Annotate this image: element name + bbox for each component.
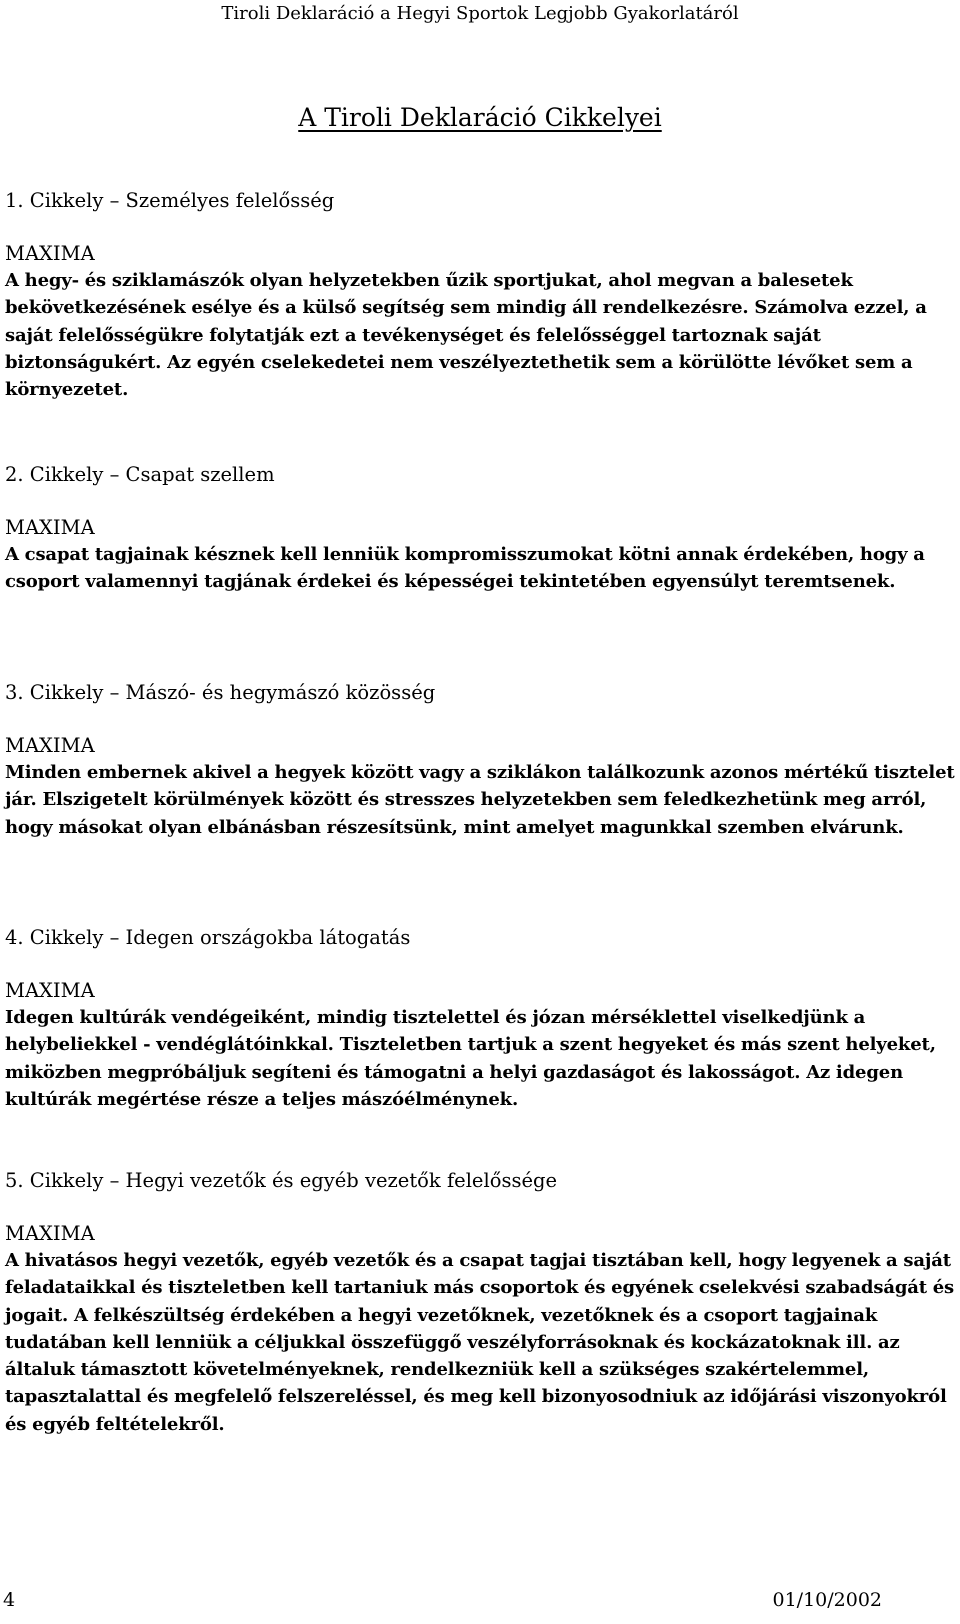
maxima-label: MAXIMA [5, 734, 95, 757]
article-body: Idegen kultúrák vendégeiként, mindig tisztelettel és józan mérséklettel viselkedjünk a helybeliekkel - vendéglátóinkkal. Tiszteletben tartjuk a szent hegyeket és más szent helyeket, miközben megpróbáljuk segíteni és támogatni a helyi gazdaságot és lakosságot. Az idegen kultúrák megértése része a teljes mászóélménynek. [5, 1007, 936, 1110]
article-2 [5, 462, 955, 596]
article-heading: 1. Cikkely – Személyes felelősség [5, 189, 335, 212]
maxima-label: MAXIMA [5, 979, 95, 1002]
running-header: Tiroli Deklaráció a Hegyi Sportok Legjobb Gyakorlatáról [221, 3, 739, 24]
article-heading: 3. Cikkely – Mászó- és hegymászó közösség [5, 681, 436, 704]
article-heading: 2. Cikkely – Csapat szellem [5, 463, 275, 486]
maxima-label: MAXIMA [5, 516, 95, 539]
footer-date: 01/10/2002 [772, 1589, 882, 1611]
article-body: Minden embernek akivel a hegyek között vagy a sziklákon találkozunk azonos mértékű tisztelet jár. Elszigetelt körülmények között és stresszes helyzetekben sem feledkezhetünk meg arról, hogy másokat olyan elbánásban részesítsünk, mint amelyet magunkkal szemben elvárunk. [5, 762, 955, 838]
article-body: A hivatásos hegyi vezetők, egyéb vezetők és a csapat tagjai tisztában kell, hogy legyenek a saját feladataikkal és tiszteletben kell tartaniuk más csoportok és egyének cselekvési szabadságát és jogait. A felkészültség érdekében a hegyi vezetőknek, vezetőknek és a csoport tagjainak tudatában kell lenniük a céljukkal összefüggő veszélyforrásoknak és kockázatoknak ill. az általuk támasztott követelményeknek, rendelkezniük kell a szükséges szakértelemmel, tapasztalattal és megfelelő felszereléssel, és meg kell bizonyosodniuk az időjárási viszonyokról és egyéb feltételekről. [5, 1250, 955, 1435]
article-1 [5, 188, 955, 403]
article-heading: 5. Cikkely – Hegyi vezetők és egyéb vezetők felelőssége [5, 1169, 558, 1192]
maxima-label: MAXIMA [5, 1222, 95, 1245]
article-3 [5, 680, 955, 841]
document-title: A Tiroli Deklaráció Cikkelyei [298, 103, 662, 132]
article-4 [5, 925, 955, 1113]
article-heading: 4. Cikkely – Idegen országokba látogatás [5, 926, 411, 949]
maxima-label: MAXIMA [5, 242, 95, 265]
article-body: A hegy- és sziklamászók olyan helyzetekben űzik sportjukat, ahol megvan a balesetek bekövetkezésének esélye és a külső segítség sem mindig áll rendelkezésre. Számolva ezzel, a saját felelősségükre folytatják ezt a tevékenységet és felelősséggel tartoznak saját biztonságukért. Az egyén cselekedetei nem veszélyeztethetik sem a körülötte lévőket sem a környezetet. [5, 270, 927, 401]
article-5 [5, 1168, 955, 1438]
page-number: 4 [3, 1589, 16, 1611]
article-body: A csapat tagjainak késznek kell lenniük kompromisszumokat kötni annak érdekében, hogy a csoport valamennyi tagjának érdekei és képességei tekintetében egyensúlyt teremtsenek. [5, 544, 925, 593]
